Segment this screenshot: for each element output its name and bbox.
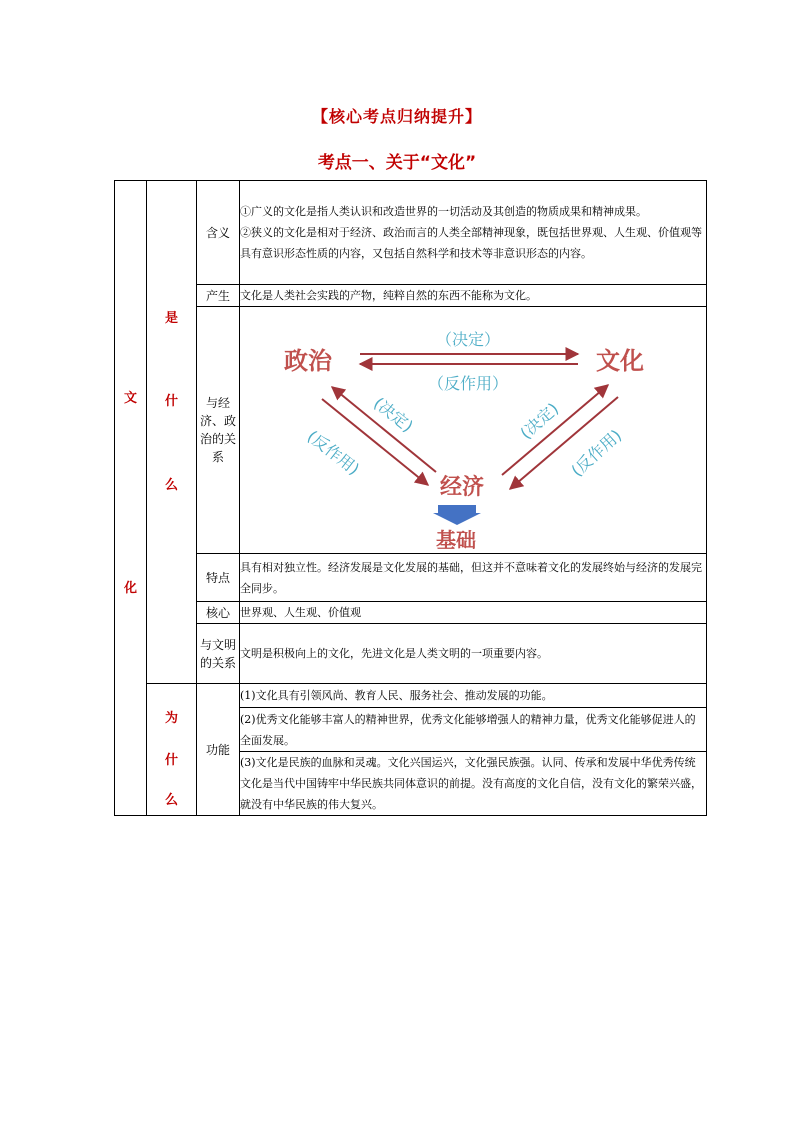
node-politics: 政治 [284,347,332,375]
table-row-function-1 [115,684,707,708]
core-content: 世界观、人生观、价值观 [240,602,707,624]
function-label: 功能 [197,684,240,816]
culture-table [114,180,707,816]
culture-char-1: 文 [123,391,137,406]
why-label [147,684,197,816]
table-row-core [115,602,707,624]
origin-label: 产生 [197,285,240,307]
function-item-1: (1)文化具有引领风尚、教育人民、服务社会、推动发展的功能。 [240,684,707,708]
relation-diagram [240,307,707,553]
label-reacts-top: （反作用） [427,374,509,393]
meaning-content [240,181,707,285]
table-row-origin [115,285,707,307]
table-row-meaning [115,181,707,285]
why-char-2: 什 [164,752,178,768]
table-row-civilization [115,624,707,684]
table-row-relation [115,307,707,554]
meaning-broad: ①广义的文化是指人类认识和改造世界的一切活动及其创造的物质成果和精神成果。 [240,205,647,218]
civilization-content: 文明是积极向上的文化，先进文化是人类文明的一项重要内容。 [240,624,707,684]
node-culture: 文化 [596,347,644,375]
table-row-feature [115,554,707,602]
page-title: 【核心考点归纳提升】 [311,107,482,126]
section-subtitle: 考点一、关于“文化” [317,153,477,173]
culture-char-2: 化 [123,581,137,596]
node-foundation: 基础 [436,528,476,552]
relation-label: 与经济、政治的关系 [197,307,240,554]
label-decides-top: （决定） [435,330,501,349]
meaning-narrow: ②狭义的文化是相对于经济、政治而言的人类全部精神现象，既包括世界观、人生观、价值观等具有意识形态性质的内容，又包括自然科学和技术等非意识形态的内容。 [240,226,702,260]
why-char-1: 为 [164,710,178,726]
node-economy: 经济 [439,475,485,500]
relation-diagram-cell [240,307,707,554]
feature-content: 具有相对独立性。经济发展是文化发展的基础，但这并不意味着文化的发展终始与经济的发展完全同步。 [240,554,707,602]
meaning-label: 含义 [197,181,240,285]
label-reacts-left: (反作用) [303,426,364,479]
what-char-2: 什 [164,394,178,409]
feature-label: 特点 [197,554,240,602]
label-reacts-right: (反作用) [567,425,626,481]
core-label: 核心 [197,602,240,624]
why-char-3: 么 [164,792,178,808]
foundation-arrow-icon [433,505,481,525]
what-char-3: 么 [164,478,178,493]
label-decides-right: (决定) [516,398,563,443]
culture-vertical-label [115,181,147,816]
origin-content: 文化是人类社会实践的产物，纯粹自然的东西不能称为文化。 [240,285,707,307]
what-is-label [147,181,197,684]
what-char-1: 是 [164,311,178,326]
function-item-2: (2)优秀文化能够丰富人的精神世界，优秀文化能够增强人的精神力量，优秀文化能够促进人的全面发展。 [240,708,707,752]
function-item-3: (3)文化是民族的血脉和灵魂。文化兴国运兴，文化强民族强。认同、传承和发展中华优秀传统文化是当代中国铸牢中华民族共同体意识的前提。没有高度的文化自信，没有文化的繁荣兴盛，就没有中华民族的伟大复兴。 [240,752,707,816]
civilization-label: 与文明的关系 [197,624,240,684]
label-decides-left: (决定) [370,393,417,436]
